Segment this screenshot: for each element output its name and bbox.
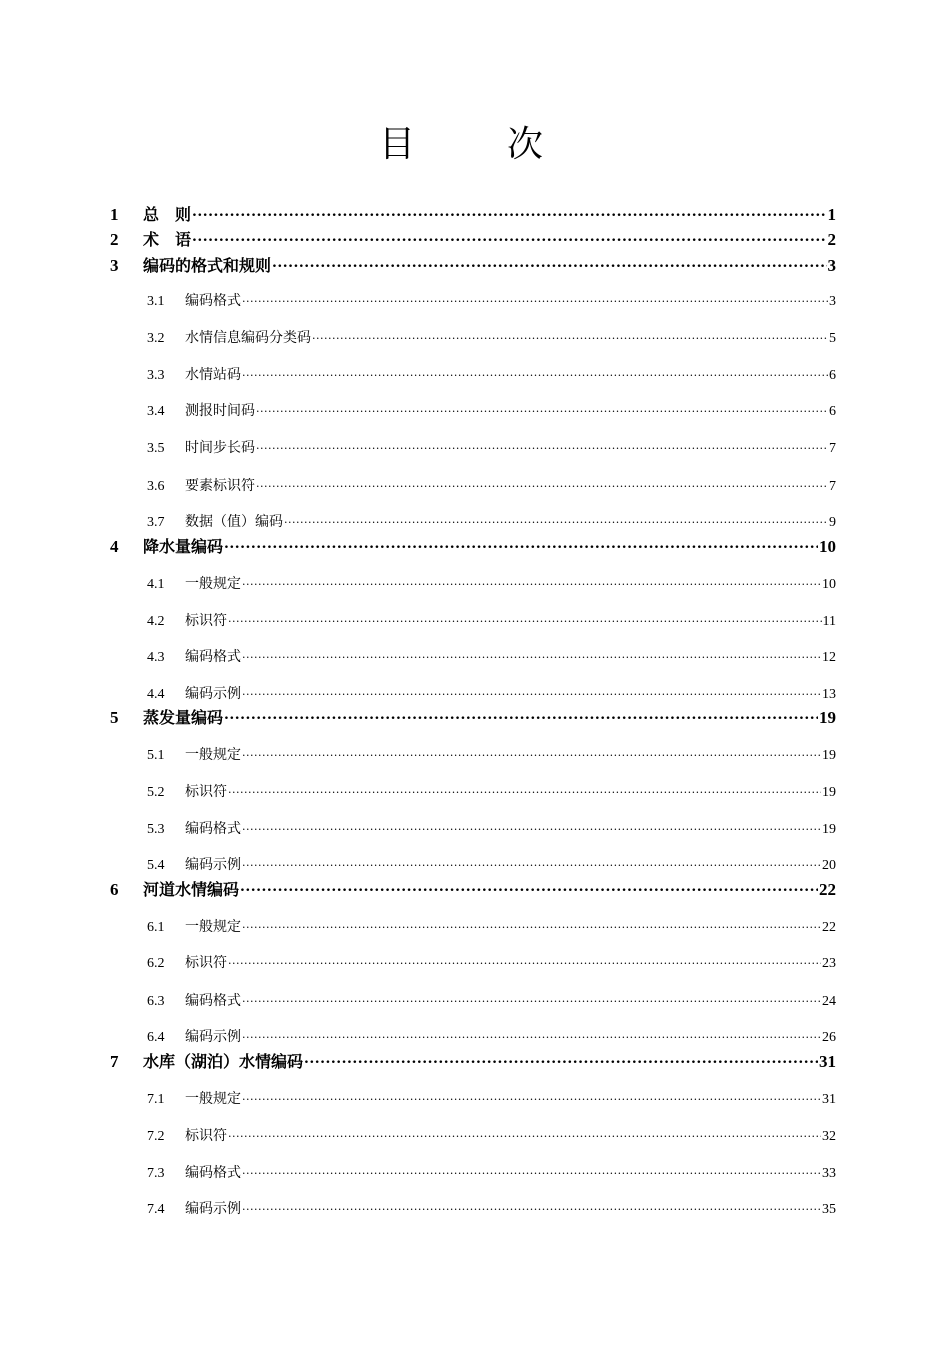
toc-entry-label: 要素标识符 [185, 478, 255, 494]
toc-entry-number: 7.1 [147, 1092, 165, 1107]
dot-leader [240, 879, 818, 895]
toc-chapter-entry[interactable] [110, 202, 836, 225]
toc-section-entry[interactable] [147, 781, 836, 801]
toc-entry-page-number: 26 [822, 1030, 836, 1045]
toc-entry-number: 4.4 [147, 687, 165, 702]
dot-leader [242, 574, 821, 588]
toc-section-entry[interactable] [147, 437, 836, 457]
toc-chapter-entry[interactable] [110, 253, 836, 276]
toc-entry-label: 编码格式 [185, 821, 241, 837]
toc-entry-label: 标识符 [185, 1128, 227, 1144]
dot-leader [242, 1163, 821, 1177]
toc-entry-number: 4.2 [147, 614, 165, 629]
toc-entry-number: 6.1 [147, 920, 165, 935]
toc-entry-number: 3.2 [147, 331, 165, 346]
toc-section-entry[interactable] [147, 290, 836, 310]
toc-entry-label: 编码的格式和规则 [143, 256, 272, 275]
toc-entry-number: 5 [110, 708, 119, 727]
toc-entry-number: 7.4 [147, 1202, 165, 1217]
toc-entry-number: 3.5 [147, 441, 165, 456]
toc-section-entry[interactable] [147, 916, 836, 936]
toc-entry-number: 1 [110, 205, 119, 224]
toc-entry-label: 编码示例 [185, 1029, 241, 1045]
toc-entry-number: 4.1 [147, 577, 165, 592]
toc-section-entry[interactable] [147, 1198, 836, 1218]
dot-leader [256, 401, 828, 415]
toc-entry-page-number: 10 [822, 577, 836, 592]
dot-leader [228, 953, 821, 967]
toc-section-entry[interactable] [147, 990, 836, 1010]
toc-entry-label: 一般规定 [185, 1091, 241, 1107]
dot-leader [256, 438, 828, 452]
toc-entry-label: 河道水情编码 [143, 880, 240, 899]
toc-entry-number: 5.4 [147, 858, 165, 873]
toc-chapter-entry[interactable] [110, 705, 836, 728]
toc-entry-label: 测报时间码 [185, 403, 255, 419]
toc-entry-number: 3.3 [147, 368, 165, 383]
toc-entry-label: 蒸发量编码 [143, 708, 224, 727]
toc-section-entry[interactable] [147, 475, 836, 495]
toc-entry-page-number: 9 [829, 515, 836, 530]
toc-entry-page-number: 7 [829, 441, 836, 456]
toc-entry-label: 总 则 [143, 205, 192, 224]
toc-entry-number: 2 [110, 230, 119, 249]
toc-entry-number: 3.4 [147, 404, 165, 419]
toc-section-entry[interactable] [147, 744, 836, 764]
toc-entry-page-number: 19 [822, 822, 836, 837]
toc-entry-number: 6 [110, 880, 119, 899]
toc-entry-label: 编码示例 [185, 857, 241, 873]
toc-entry-number: 3.7 [147, 515, 165, 530]
toc-entry-page-number: 19 [819, 708, 836, 727]
page-title: 目 次 [378, 124, 571, 165]
toc-entry-page-number: 2 [827, 230, 836, 249]
toc-section-entry[interactable] [147, 1026, 836, 1046]
toc-entry-label: 标识符 [185, 784, 227, 800]
toc-entry-number: 6.2 [147, 956, 165, 971]
toc-entry-label: 水库（湖泊）水情编码 [143, 1052, 304, 1071]
toc-entry-number: 6.4 [147, 1030, 165, 1045]
toc-entry-number: 3.6 [147, 479, 165, 494]
toc-section-entry[interactable] [147, 683, 836, 703]
toc-entry-label: 一般规定 [185, 576, 241, 592]
dot-leader [304, 1051, 818, 1067]
toc-section-entry[interactable] [147, 854, 836, 874]
toc-section-entry[interactable] [147, 1125, 836, 1145]
dot-leader [272, 255, 826, 271]
toc-entry-number: 5.1 [147, 748, 165, 763]
dot-leader [242, 365, 828, 379]
toc-entry-label: 标识符 [185, 955, 227, 971]
toc-entry-page-number: 31 [822, 1092, 836, 1107]
dot-leader [242, 684, 821, 698]
dot-leader [242, 1089, 821, 1103]
toc-section-entry[interactable] [147, 646, 836, 666]
toc-chapter-entry[interactable] [110, 227, 836, 250]
toc-section-entry[interactable] [147, 610, 836, 630]
toc-entry-label: 编码示例 [185, 686, 241, 702]
toc-entry-label: 术 语 [143, 230, 192, 249]
toc-section-entry[interactable] [147, 327, 836, 347]
toc-entry-label: 一般规定 [185, 919, 241, 935]
toc-entry-page-number: 22 [819, 880, 836, 899]
dot-leader [242, 1199, 821, 1213]
toc-entry-number: 4 [110, 537, 119, 556]
toc-entry-label: 一般规定 [185, 747, 241, 763]
toc-section-entry[interactable] [147, 1162, 836, 1182]
dot-leader [242, 991, 821, 1005]
toc-entry-page-number: 20 [822, 858, 836, 873]
dot-leader [256, 476, 828, 490]
toc-entry-label: 降水量编码 [143, 537, 224, 556]
toc-entry-label: 编码格式 [185, 293, 241, 309]
toc-entry-label: 标识符 [185, 613, 227, 629]
toc-entry-page-number: 12 [822, 650, 836, 665]
toc-entry-label: 时间步长码 [185, 440, 255, 456]
toc-entry-page-number: 13 [822, 687, 836, 702]
toc-chapter-entry[interactable] [110, 534, 836, 557]
toc-entry-label: 数据（值）编码 [185, 514, 283, 530]
dot-leader [242, 855, 821, 869]
toc-entry-page-number: 11 [822, 614, 836, 629]
toc-entry-page-number: 35 [822, 1202, 836, 1217]
toc-entry-number: 3 [110, 256, 119, 275]
dot-leader [242, 819, 821, 833]
dot-leader [242, 647, 821, 661]
toc-entry-page-number: 7 [829, 479, 836, 494]
dot-leader [192, 204, 826, 220]
dot-leader [224, 707, 818, 723]
toc-entry-page-number: 19 [822, 785, 836, 800]
toc-section-entry[interactable] [147, 364, 836, 384]
dot-leader [242, 1027, 821, 1041]
toc-chapter-entry[interactable] [110, 877, 836, 900]
toc-section-entry[interactable] [147, 511, 836, 531]
toc-entry-page-number: 23 [822, 956, 836, 971]
toc-entry-number: 7.3 [147, 1166, 165, 1181]
toc-entry-number: 5.2 [147, 785, 165, 800]
dot-leader [242, 745, 821, 759]
toc-entry-label: 编码格式 [185, 1165, 241, 1181]
toc-entry-page-number: 6 [829, 368, 836, 383]
toc-entry-number: 4.3 [147, 650, 165, 665]
toc-entry-label: 编码格式 [185, 993, 241, 1009]
toc-chapter-entry[interactable] [110, 1049, 836, 1072]
toc-entry-page-number: 6 [829, 404, 836, 419]
toc-entry-page-number: 3 [827, 256, 836, 275]
toc-entry-page-number: 19 [822, 748, 836, 763]
toc-entry-number: 6.3 [147, 994, 165, 1009]
dot-leader [192, 229, 826, 245]
toc-section-entry[interactable] [147, 952, 836, 972]
toc-entry-page-number: 3 [829, 294, 836, 309]
toc-entry-label: 水情站码 [185, 367, 241, 383]
dot-leader [242, 917, 821, 931]
toc-entry-page-number: 10 [819, 537, 836, 556]
toc-entry-label: 编码格式 [185, 649, 241, 665]
toc-entry-page-number: 31 [819, 1052, 836, 1071]
dot-leader [284, 512, 828, 526]
toc-entry-number: 7 [110, 1052, 119, 1071]
toc-entry-number: 5.3 [147, 822, 165, 837]
dot-leader [224, 536, 818, 552]
toc-entry-label: 编码示例 [185, 1201, 241, 1217]
toc-entry-number: 7.2 [147, 1129, 165, 1144]
dot-leader [228, 1126, 821, 1140]
toc-entry-label: 水情信息编码分类码 [185, 330, 311, 346]
toc-entry-page-number: 1 [827, 205, 836, 224]
toc-entry-page-number: 24 [822, 994, 836, 1009]
toc-entry-page-number: 33 [822, 1166, 836, 1181]
dot-leader [242, 291, 828, 305]
dot-leader [228, 611, 822, 625]
toc-entry-page-number: 22 [822, 920, 836, 935]
toc-section-entry[interactable] [147, 573, 836, 593]
toc-entry-page-number: 5 [829, 331, 836, 346]
toc-section-entry[interactable] [147, 1088, 836, 1108]
toc-section-entry[interactable] [147, 818, 836, 838]
dot-leader [228, 782, 821, 796]
toc-section-entry[interactable] [147, 400, 836, 420]
dot-leader [312, 328, 828, 342]
toc-entry-number: 3.1 [147, 294, 165, 309]
toc-entry-page-number: 32 [822, 1129, 836, 1144]
